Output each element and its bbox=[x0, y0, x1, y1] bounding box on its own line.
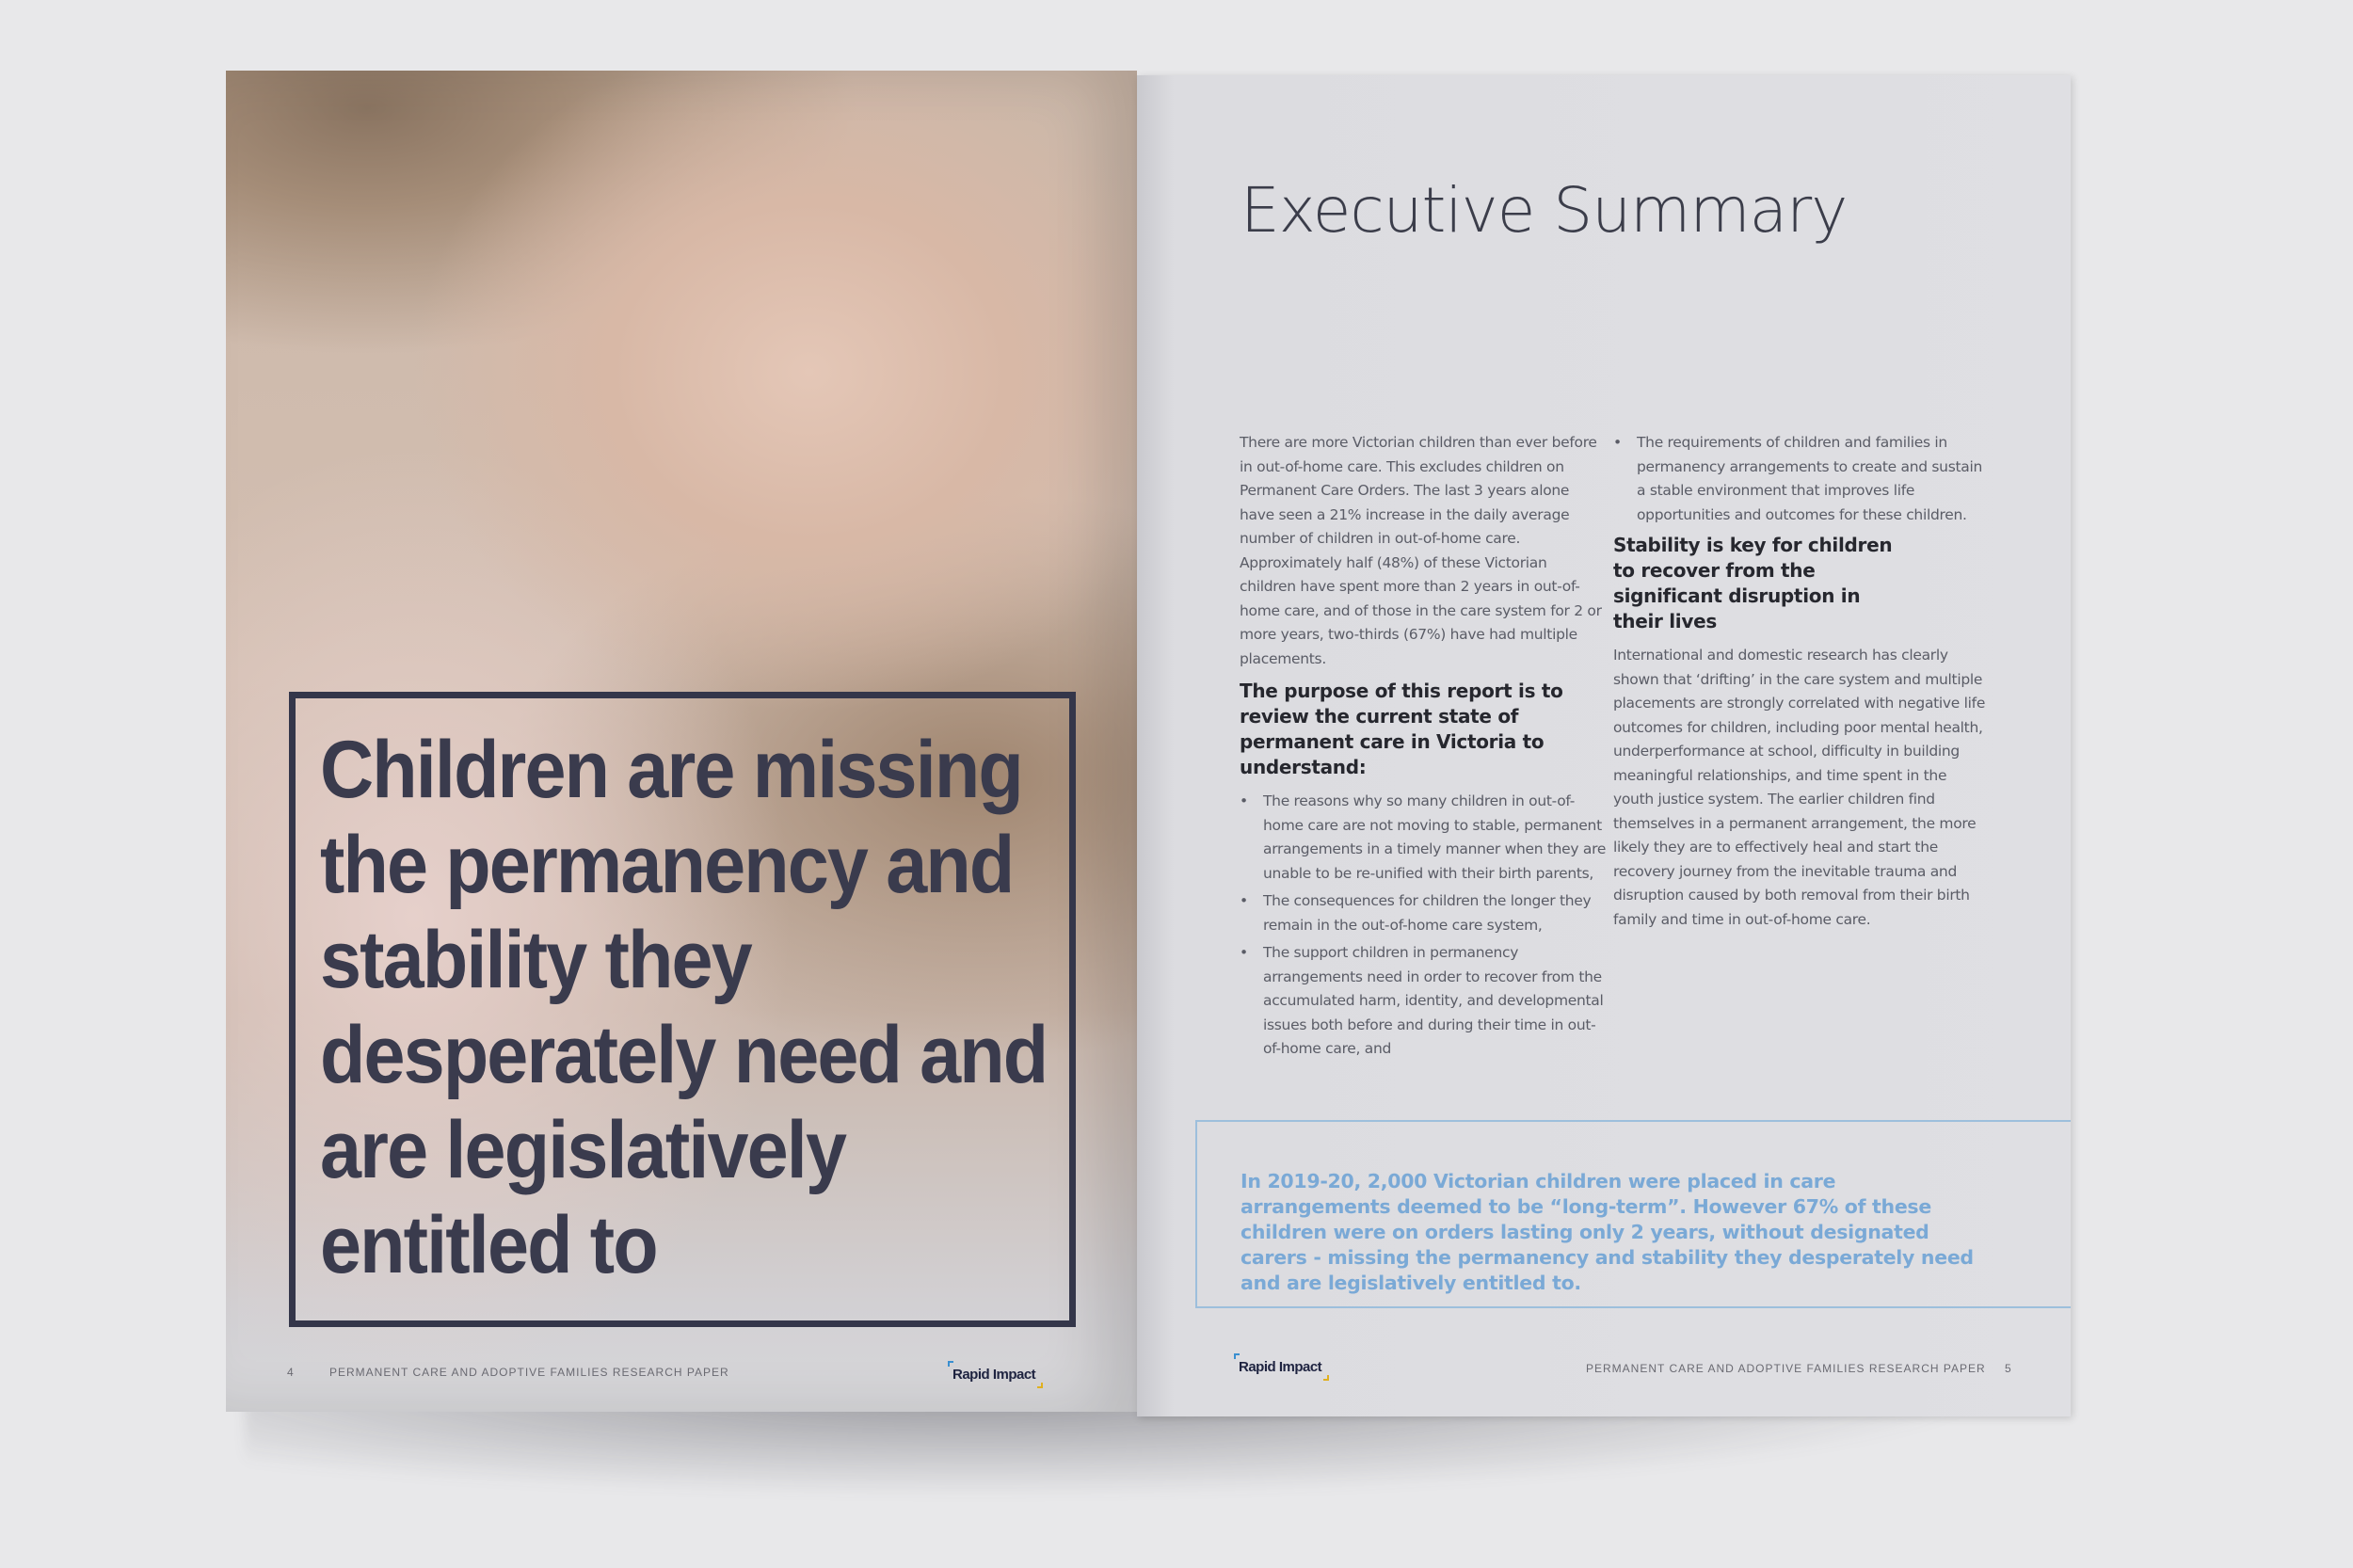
headline-frame bbox=[289, 692, 1076, 1327]
footer-title: PERMANENT CARE AND ADOPTIVE FAMILIES RESEARCH PAPER bbox=[1586, 1362, 1986, 1375]
list-item: • The support children in permanency arrangements need in order to recover from the accumulated harm, identity, and developmental issues both before and during their time in out-of-home care, and bbox=[1240, 941, 1607, 1062]
page-number: 5 bbox=[2005, 1362, 2012, 1375]
stability-heading: Stability is key for children to recover from the significant disruption in their lives bbox=[1613, 534, 1893, 632]
list-item: • The requirements of children and families in permanency arrangements to create and sustain a stable environment that improves life opportunities and outcomes for these children. bbox=[1613, 431, 1990, 527]
headline: Children are missing the permanency and stability they desperately need and are legislatively entitled to bbox=[320, 725, 1048, 1290]
callout-box bbox=[1195, 1120, 2071, 1308]
right-column bbox=[1613, 431, 1990, 939]
stability-paragraph: International and domestic research has clearly shown that ‘drifting’ in the care system and multiple placements are strongly correlated with negative life outcomes for children, including poor mental health, underperformance at school, difficulty in building meaningful relationships, and time spent in the youth justice system. The earlier children find themselves in a permanent arrangement, the more likely they are to effectively heal and start the recovery journey from the inevitable trauma and disruption caused by both removal from their birth family and time in out-of-home care. bbox=[1613, 647, 1986, 928]
page-title: Executive Summary bbox=[1241, 174, 1848, 247]
callout-text: In 2019-20, 2,000 Victorian children were placed in care arrangements deemed to be “long-term”. However 67% of these children were on orders lasting only 2 years, without designated carers - missing the permanency and stability they desperately need and are legislatively entitled to. bbox=[1241, 1170, 1974, 1294]
footer-title: PERMANENT CARE AND ADOPTIVE FAMILIES RESEARCH PAPER bbox=[329, 1366, 729, 1379]
list-item: • The reasons why so many children in out-of-home care are not moving to stable, permanent arrangements in a timely manner when they are unable to be re-unified with their birth parents, bbox=[1240, 790, 1607, 886]
left-page bbox=[226, 71, 1137, 1412]
purpose-heading: The purpose of this report is to review the current state of permanent care in Victoria to understand: bbox=[1240, 680, 1563, 778]
left-column bbox=[1240, 431, 1607, 1065]
rapid-impact-logo: Rapid Impact bbox=[1239, 1359, 1321, 1375]
list-item: • The consequences for children the longer they remain in the out-of-home care system, bbox=[1240, 889, 1607, 937]
right-page bbox=[1137, 75, 2071, 1416]
rapid-impact-logo: Rapid Impact bbox=[952, 1367, 1035, 1383]
page-number: 4 bbox=[287, 1366, 295, 1379]
intro-paragraph: There are more Victorian children than ever before in out-of-home care. This excludes children on Permanent Care Orders. The last 3 years alone have seen a 21% increase in the daily average number of children in out-of-home care. Approximately half (48%) of these Victorian children have spent more than 2 years in out-of-home care, and of those in the care system for 2 or more years, two-thirds (67%) have had multiple placements. bbox=[1240, 434, 1602, 667]
